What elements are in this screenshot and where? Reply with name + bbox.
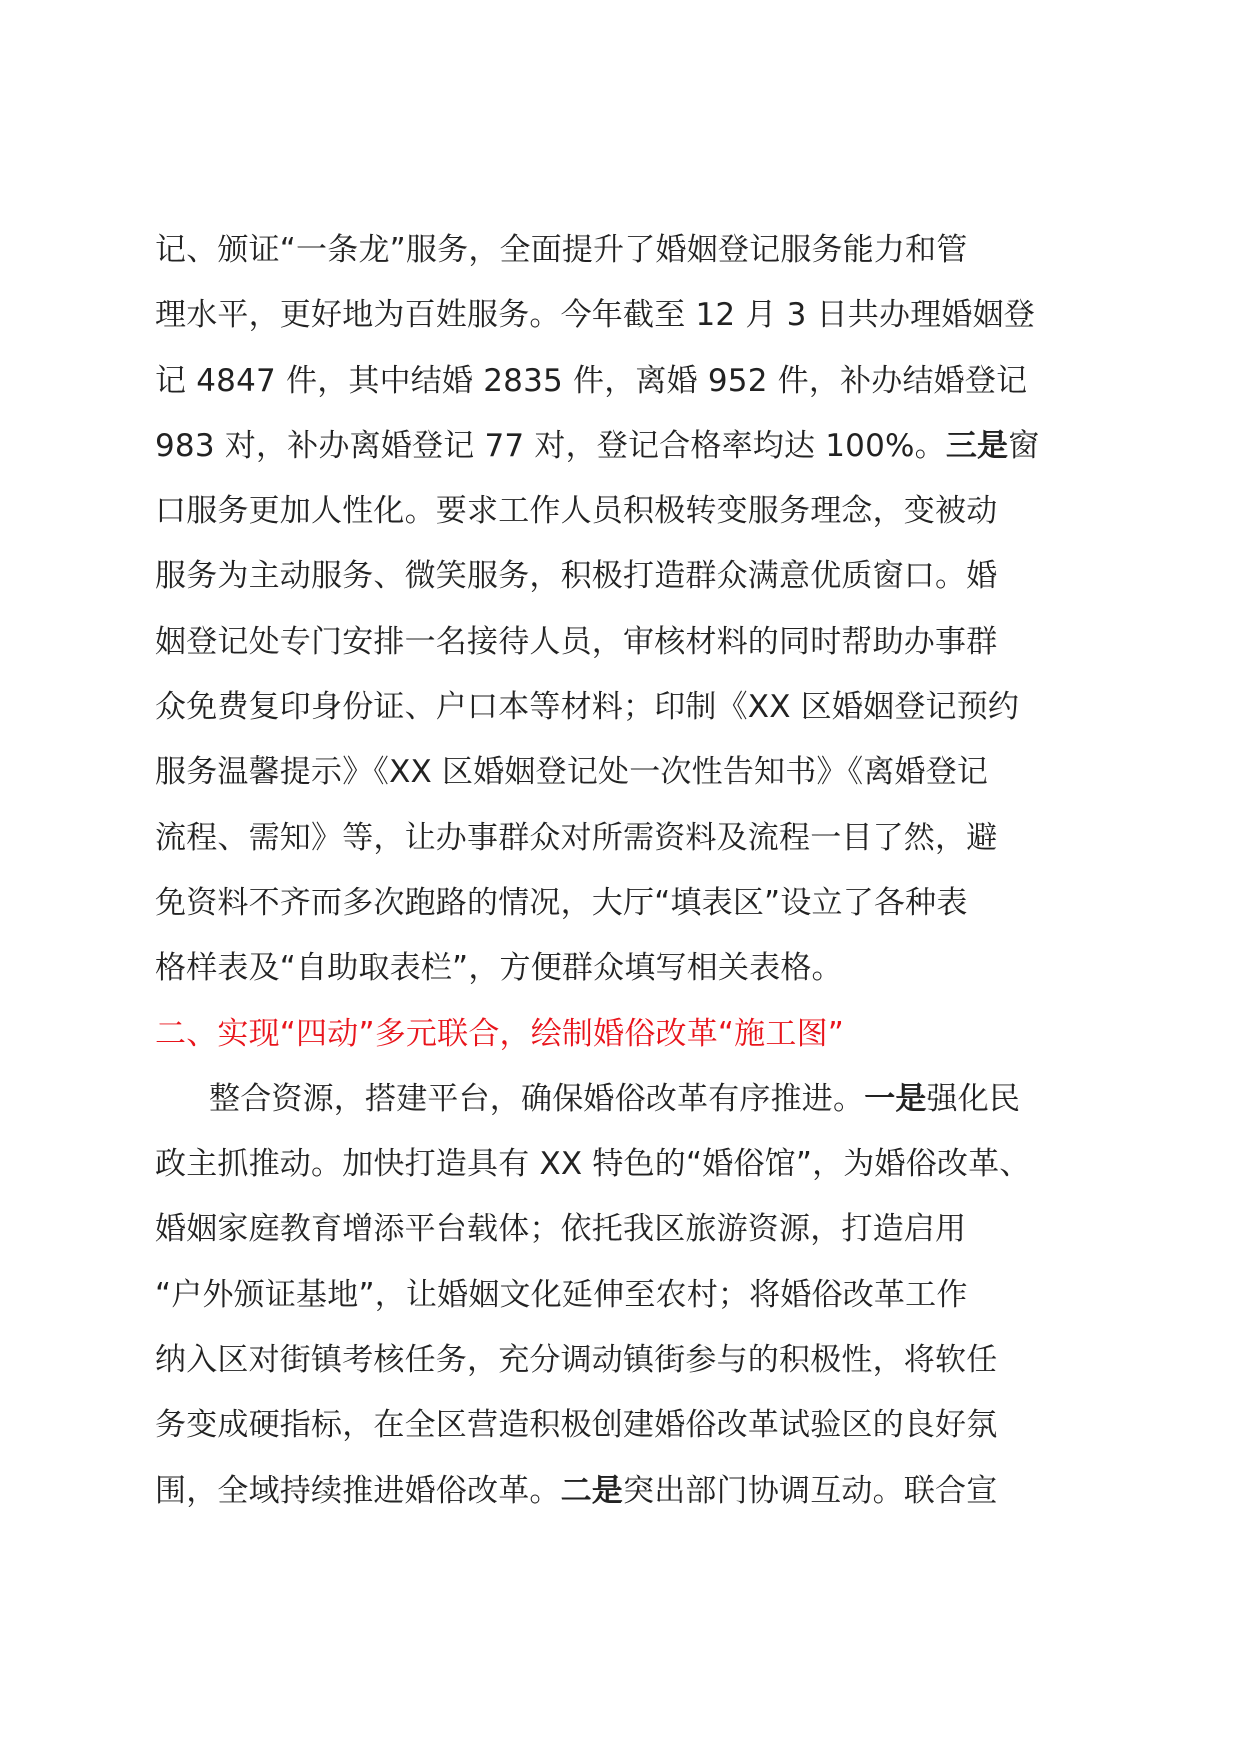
- text-segment: 姻登记处专门安排一名接待人员，审核材料的同时帮助办事群: [155, 623, 998, 660]
- paragraph-line: [155, 936, 1115, 1001]
- paragraph-line: [155, 283, 1115, 348]
- document-body: [155, 218, 1115, 1524]
- text-segment: 婚姻家庭教育增添平台载体；依托我区旅游资源，打造启用: [155, 1211, 967, 1248]
- paragraph-line: [155, 806, 1115, 871]
- text-segment: 免资料不齐而多次跑路的情况，大厅“填表区”设立了各种表: [155, 884, 968, 921]
- text-segment: 记、颁证“一条龙”服务，全面提升了婚姻登记服务能力和管: [155, 232, 968, 268]
- text-segment: 强化民: [926, 1080, 1021, 1117]
- paragraph-line: [155, 1328, 1115, 1393]
- text-segment: 突出部门协调互动。联合宣: [623, 1472, 998, 1509]
- text-segment: 纳入区对街镇考核任务，充分调动镇街参与的积极性，将软任: [155, 1342, 998, 1379]
- paragraph-line: [155, 610, 1115, 675]
- paragraph-line: [155, 414, 1115, 479]
- text-segment: 政主抓推动。加快打造具有 XX 特色的“婚俗馆”，为婚俗改革、: [155, 1146, 1031, 1183]
- paragraph-line: [155, 675, 1115, 740]
- bold-text: 一是: [864, 1080, 927, 1117]
- text-segment: 众免费复印身份证、户口本等材料；印制《XX 区婚姻登记预约: [155, 689, 1020, 726]
- text-segment: 务变成硬指标，在全区营造积极创建婚俗改革试验区的良好氛: [155, 1407, 998, 1444]
- paragraph-line: [155, 1459, 1115, 1524]
- paragraph-line: [155, 1197, 1115, 1262]
- section-heading: [155, 1002, 1115, 1067]
- text-segment: 服务为主动服务、微笑服务，积极打造群众满意优质窗口。婚: [155, 558, 998, 595]
- paragraph-line: [155, 740, 1115, 805]
- bold-text: 二是: [560, 1472, 624, 1509]
- text-segment: 格样表及“自助取表栏”，方便群众填写相关表格。: [155, 950, 843, 987]
- text-segment: 二、实现“四动”多元联合，绘制婚俗改革“施工图”: [155, 1015, 845, 1052]
- bold-text: 三是: [945, 427, 1009, 464]
- paragraph-line: [155, 349, 1115, 414]
- paragraph-line: [155, 871, 1115, 936]
- paragraph-line: [155, 1067, 1115, 1132]
- text-segment: 围，全域持续推进婚俗改革。: [155, 1472, 561, 1509]
- text-segment: 整合资源，搭建平台，确保婚俗改革有序推进。: [209, 1080, 865, 1117]
- text-segment: 服务温馨提示》《XX 区婚姻登记处一次性告知书》《离婚登记: [155, 754, 989, 791]
- paragraph-line: [155, 1263, 1115, 1328]
- text-segment: “户外颁证基地”，让婚姻文化延伸至农村；将婚俗改革工作: [155, 1276, 968, 1313]
- text-segment: 983 对，补办离婚登记 77 对，登记合格率均达 100%。: [155, 427, 946, 464]
- paragraph-line: [155, 479, 1115, 544]
- paragraph-line: [155, 544, 1115, 609]
- text-segment: 记 4847 件，其中结婚 2835 件，离婚 952 件，补办结婚登记: [155, 362, 1028, 399]
- text-segment: 流程、需知》等，让办事群众对所需资料及流程一目了然，避: [155, 819, 998, 856]
- paragraph-line: [155, 1393, 1115, 1458]
- text-segment: 理水平，更好地为百姓服务。今年截至 12 月 3 日共办理婚姻登: [155, 297, 1035, 334]
- paragraph-line: [155, 218, 1115, 283]
- text-segment: 口服务更加人性化。要求工作人员积极转变服务理念，变被动: [155, 493, 998, 530]
- text-segment: 窗: [1008, 427, 1040, 464]
- paragraph-line: [155, 1132, 1115, 1197]
